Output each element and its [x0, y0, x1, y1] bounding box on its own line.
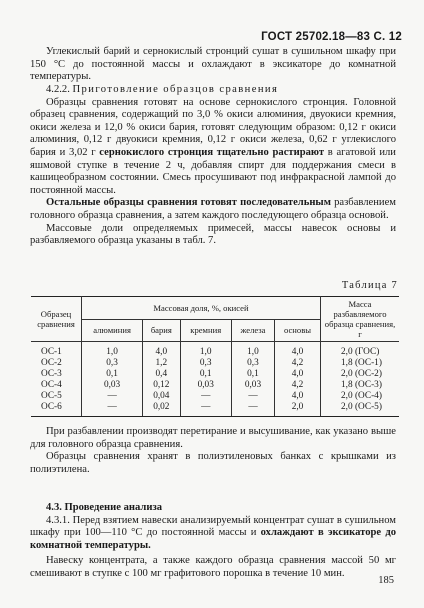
- section-after-table: [30, 426, 396, 476]
- paragraph-preparation: [30, 97, 396, 198]
- section-4-3: [30, 502, 396, 581]
- table-cell: —: [180, 391, 231, 402]
- table-cell: 4,0: [143, 342, 180, 359]
- column-header-aluminium: алюминия: [82, 319, 143, 342]
- paragraph-drying: [30, 46, 396, 84]
- table-cell-sample: ОС-5: [31, 391, 82, 402]
- table-cell: 4,2: [275, 358, 321, 369]
- table-cell: —: [231, 391, 274, 402]
- table-row: [31, 369, 399, 380]
- table-cell: 0,02: [143, 402, 180, 417]
- table-cell: 2,0: [275, 402, 321, 417]
- table-row: [31, 380, 399, 391]
- column-header-barium: бария: [143, 319, 180, 342]
- table-cell: 0,12: [143, 380, 180, 391]
- table-cell: 0,03: [231, 380, 274, 391]
- paragraph-preparation-emphasis: сернокислого стронция тщательно растирают: [99, 146, 325, 158]
- paragraph-drying-text: Углекислый барий и сернокислый стронций сушат в сушильном шкафу при 150 °С до постоянной массы и охлаждают в эксикаторе до комнатной температуры.: [30, 46, 396, 83]
- table-cell: 1,0: [231, 342, 274, 359]
- table-cell-sample: ОС-4: [31, 380, 82, 391]
- table-cell: 0,3: [180, 358, 231, 369]
- table-cell: 0,03: [82, 380, 143, 391]
- paragraph-4-3-2: Навеску концентрата, а также каждого образца сравнения массой 50 мг смешивают в ступке с 100 мг графитового порошка в течение 10 мин.: [30, 555, 396, 579]
- paragraph-dilution-emphasis: Остальные образцы сравнения готовят последовательным: [46, 197, 331, 209]
- table-cell: —: [82, 402, 143, 417]
- table-row: [31, 358, 399, 369]
- page-number: 185: [378, 575, 394, 586]
- section-heading-4-3: 4.3. Проведение анализа: [46, 502, 162, 513]
- table-cell: —: [231, 402, 274, 417]
- table-cell-mass: 1,8 (ОС-3): [321, 380, 400, 391]
- column-header-sample: Образец сравнения: [31, 297, 82, 342]
- table-cell: 4,0: [275, 369, 321, 380]
- column-header-iron: железа: [231, 319, 274, 342]
- paragraph-storage: Образцы сравнения хранят в полиэтиленовых банках с крышками из полиэтилена.: [30, 451, 396, 475]
- table-cell: 0,03: [180, 380, 231, 391]
- paragraph-mass-fractions: Массовые доли определяемых примесей, массы навесок основы и разбавляемого образца указаны в табл. 7.: [30, 222, 396, 247]
- column-header-silicon: кремния: [180, 319, 231, 342]
- table-cell: 0,1: [82, 369, 143, 380]
- table-cell: 0,1: [231, 369, 274, 380]
- table-cell: 1,2: [143, 358, 180, 369]
- table-row: [31, 342, 399, 359]
- table-cell: 4,2: [275, 380, 321, 391]
- paragraph-4-3-1-text: 4.3.1. Перед взятием навески анализируемый концентрат сушат в сушильном шкафу при 100—110 °С до постоянной массы и: [30, 514, 396, 539]
- table-cell: —: [180, 402, 231, 417]
- column-header-group: Массовая доля, %, окисей: [82, 297, 321, 320]
- paragraph-regrinding: При разбавлении производят перетирание и высушивание, как указано выше для головного образца сравнения.: [30, 426, 396, 450]
- paragraph-preparation-text: Образцы сравнения готовят на основе сернокислого стронция. Головной образец сравнения, содержащий по 3,0 % окиси алюминия, двуокиси кремния, окиси железа и 12,0 % окиси бария, готовят следующим образом: 0,12 г окиси алюминия, 0,12 г двуокиси кремния, 0,12 г окиси железа, 0,62 г углекислого бария и 3,02 г: [30, 96, 396, 158]
- section-number: 4.2.2.: [46, 84, 70, 95]
- table-cell-mass: 2,0 (ГОС): [321, 342, 400, 359]
- table-cell: 4,0: [275, 342, 321, 359]
- table-cell-mass: 2,0 (ОС-4): [321, 391, 400, 402]
- table-cell: —: [82, 391, 143, 402]
- paragraph-4-3-1: [30, 515, 396, 553]
- table-body: [31, 342, 399, 417]
- table-cell: 0,1: [180, 369, 231, 380]
- table-cell: 4,0: [275, 391, 321, 402]
- table-cell-sample: ОС-6: [31, 402, 82, 417]
- table-cell-sample: ОС-2: [31, 358, 82, 369]
- table-7: [31, 296, 399, 417]
- table-caption: Таблица 7: [341, 280, 398, 291]
- section-4-2-2: [30, 84, 396, 248]
- table-cell-sample: ОС-3: [31, 369, 82, 380]
- paragraph-dilution-rest: разбавлением головного образца сравнения, а затем каждого последующего образца основой.: [30, 197, 396, 221]
- paragraph-4-3-1-emphasis: охлаждают в эксикаторе до комнатной температуры.: [30, 527, 396, 551]
- table-cell-mass: 2,0 (ОС-2): [321, 369, 400, 380]
- table-cell: 0,4: [143, 369, 180, 380]
- table-cell-sample: ОС-1: [31, 342, 82, 359]
- section-title: Приготовление образцов сравнения: [72, 84, 279, 95]
- table-cell: 0,3: [231, 358, 274, 369]
- column-header-mass: Масса разбавляемого образца сравнения, г: [321, 297, 400, 342]
- table-cell: 0,3: [82, 358, 143, 369]
- column-header-base: основы: [275, 319, 321, 342]
- table-cell: 0,04: [143, 391, 180, 402]
- table-row: [31, 402, 399, 417]
- section-heading-4-2-2: [30, 84, 396, 97]
- paragraph-preparation-rest: в агатовой или яшмовой ступке в течение 2 ч, добавляя спирт для поддержания смеси в кашицеобразном состоянии. Смесь просушивают под инфракрасной лампой до постоянной массы.: [30, 146, 396, 196]
- page-header: ГОСТ 25702.18—83 С. 12: [261, 31, 402, 43]
- table-cell: 1,0: [180, 342, 231, 359]
- paragraph-dilution: [30, 197, 396, 222]
- table-cell-mass: 1,8 (ОС-1): [321, 358, 400, 369]
- table-row: [31, 391, 399, 402]
- table-cell-mass: 2,0 (ОС-5): [321, 402, 400, 417]
- table-cell: 1,0: [82, 342, 143, 359]
